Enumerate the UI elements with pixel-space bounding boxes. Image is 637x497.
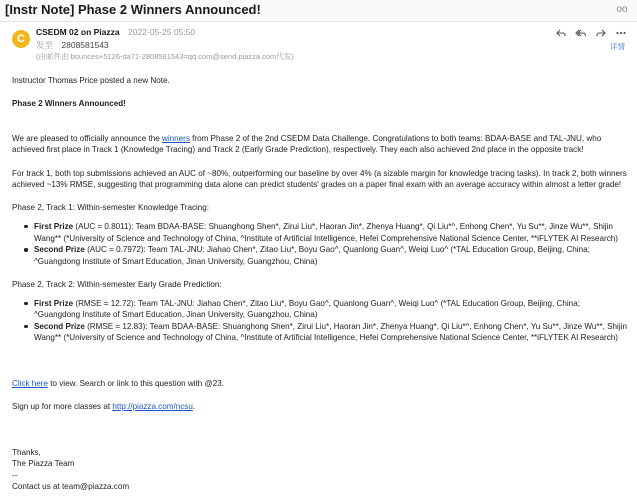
recipient-value[interactable]: 2808581543	[61, 40, 109, 50]
results-paragraph: For track 1, both top submissions achieved an AUC of ~80%, outperforming our baseline by over 4% (a sizable margin for knowledge tracing tasks). In track 2, both winners achieved ~13% RMSE, suggesting that programming data alone can predict students' grades on a paper final exam with an average accuracy within almost a letter grade!	[12, 168, 627, 190]
list-item: Second Prize (RMSE = 12.83): Team BDAA-BASE: Shuanghong Shen*, Zirui Liu*, Haoran Jin*, Zhenya Huang*, Qi Liu*^, Enhong Chen*, Yu Su**, Jinze Wu**, Shijin Wang** (*University of Science and Technology of China, ^Institute of Artificial Intelligence, Hefei Comprehensive National Science Center, **iFLYTEK AI Research)	[24, 321, 627, 344]
signup-line: Sign up for more classes at http://piazza.com/ncsu.	[12, 402, 196, 412]
email-subject-title: [Instr Note] Phase 2 Winners Announced!	[5, 2, 261, 17]
window-menu-icon[interactable]: oo	[616, 4, 628, 15]
more-icon[interactable]	[615, 27, 627, 39]
recipient-line	[36, 39, 109, 51]
email-title-bar	[0, 0, 637, 22]
track1-list	[12, 221, 627, 267]
list-item: Second Prize (AUC = 0.7972): Team TAL-JNU: Jiahao Chen*, Zitao Liu*, Boyu Gao^, Quanlong Guan^, Weiqi Luo^ (*TAL Education Group, Beijing, China; ^Guangdong Institute of Smart Education, Jinan University, Guangzhou, China)	[24, 244, 627, 267]
signature-divider: --	[12, 470, 18, 480]
note-heading: Phase 2 Winners Announced!	[12, 99, 126, 109]
track2-list	[12, 298, 627, 344]
email-body	[12, 75, 627, 493]
click-here-link[interactable]: Click here	[12, 378, 48, 388]
signature-thanks: Thanks,	[12, 447, 41, 457]
sender-line	[36, 27, 195, 37]
track1-heading: Phase 2, Track 1: Within-semester Knowledge Tracing:	[12, 203, 210, 213]
details-link[interactable]: 详情	[610, 42, 625, 51]
sent-date: 2022-05-25 05:50	[127, 27, 196, 37]
announcement-paragraph: We are pleased to officially announce the winners from Phase 2 of the 2nd CSEDM Data Challenge. Congratulations to both teams: BDAA-BASE and TAL-JNU, who achieved first place in Track 1 (Knowledge Tracing) and Track 2 (Early Grade Prediction), respectively. They each also achieved 2nd place in the opposite track!	[12, 133, 602, 155]
recipient-label: 发至	[36, 40, 54, 50]
sender-name[interactable]: CSEDM 02 on Piazza	[36, 27, 120, 37]
sent-via-line: (由邮件由 bounces+5126-da71-2808581543=qq.com@send.piazza.com代发)	[36, 52, 294, 61]
email-actions	[555, 27, 627, 39]
list-item: First Prize (AUC = 0.8011): Team BDAA-BASE: Shuanghong Shen*, Zirui Liu*, Haoran Jin*, Zhenya Huang*, Qi Liu*^, Enhong Chen*, Yu Su**, Jinze Wu**, Shijin Wang** (*University of Science and Technology of China, ^Institute of Artificial Intelligence, Hefei Comprehensive National Science Center, **iFLYTEK AI Research)	[24, 221, 627, 244]
reply-icon[interactable]	[555, 27, 567, 39]
signature-contact: Contact us at team@piazza.com	[12, 482, 130, 492]
forward-icon[interactable]	[595, 27, 607, 39]
piazza-ncsu-link[interactable]: http://piazza.com/ncsu	[112, 402, 193, 412]
avatar: C	[12, 30, 30, 48]
view-question-line: Click here to view. Search or link to this question with @23.	[12, 378, 225, 388]
winners-link[interactable]: winners	[161, 133, 190, 143]
list-item: First Prize (RMSE = 12.72): Team TAL-JNU: Jiahao Chen*, Zitao Liu*, Boyu Gao^, Quanlong Guan^, Weiqi Luo^ (*TAL Education Group, Beijing, China; ^Guangdong Institute of Smart Education, Jinan University, Guangzhou, China)	[24, 298, 627, 321]
email-header	[0, 22, 637, 64]
track2-heading: Phase 2, Track 2: Within-semester Early Grade Prediction:	[12, 279, 222, 289]
note-intro: Instructor Thomas Price posted a new Note.	[12, 76, 170, 85]
reply-all-icon[interactable]	[575, 27, 587, 39]
signature-team: The Piazza Team	[12, 459, 75, 469]
